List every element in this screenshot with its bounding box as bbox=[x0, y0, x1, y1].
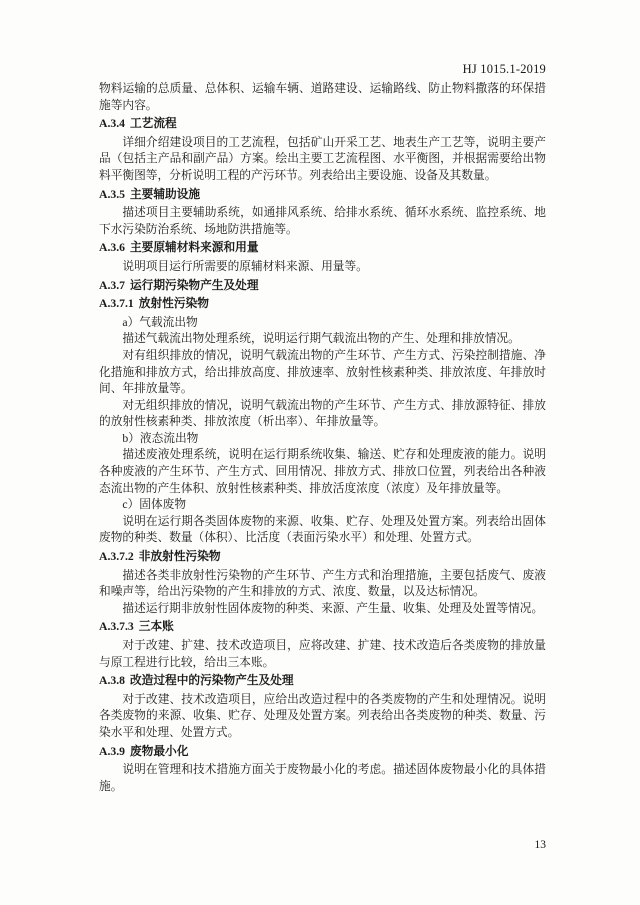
section-number: A.3.4 bbox=[99, 117, 125, 131]
paragraph: 对于改建、技术改造项目，应给出改造过程中的各类废物的产生和处理情况。说明各类废物的来源、收集、贮存、处理及处置方案。列表给出各类废物的种类、数量、污染水平和处理、处置方式。 bbox=[99, 692, 546, 739]
section-number: A.3.7.1 bbox=[99, 297, 134, 311]
section-title: 主要原辅材料来源和用量 bbox=[129, 241, 259, 255]
heading-a-3-6 bbox=[99, 240, 546, 257]
section-number: A.3.7.3 bbox=[99, 620, 134, 634]
section-number: A.3.9 bbox=[99, 744, 125, 758]
paragraph: 描述运行期非放射性固体废物的种类、来源、产生量、收集、处理及处置等情况。 bbox=[122, 601, 544, 615]
paragraph: 对有组织排放的情况，说明气载流出物的产生环节、产生方式、污染控制措施、净化措施和排放方式，给出排放高度、排放速率、放射性核素种类、排放浓度、年排放时间、年排放量等。 bbox=[99, 348, 546, 396]
heading-a-3-9 bbox=[99, 744, 546, 761]
section-title: 主要辅助设施 bbox=[129, 187, 201, 201]
heading-a-3-4 bbox=[99, 116, 546, 133]
section-number: A.3.5 bbox=[99, 187, 125, 201]
section-title: 废物最小化 bbox=[129, 744, 189, 758]
heading-a-3-5 bbox=[99, 187, 546, 204]
paragraph: 说明在管理和技术措施方面关于废物最小化的考虑。描述固体废物最小化的具体措施。 bbox=[99, 763, 546, 793]
heading-a-3-8 bbox=[99, 673, 546, 690]
paragraph: 对无组织排放的情况，说明气载流出物的产生环节、产生方式、排放源特征、排放的放射性核素种类、排放浓度（析出率）、年排放量等。 bbox=[99, 398, 546, 429]
paragraph-continuation: 物料运输的总质量、总体积、运输车辆、道路建设、运输路线、防止物料撒落的环保措施等内容。 bbox=[99, 82, 546, 112]
paragraph: 描述项目主要辅助系统，如通排风系统、给排水系统、循环水系统、监控系统、地下水污染防治系统、场地防洪措施等。 bbox=[99, 206, 546, 236]
section-number: A.3.7.2 bbox=[99, 550, 134, 564]
list-item-a: a）气载流出物 bbox=[122, 315, 198, 329]
paragraph: 详细介绍建设项目的工艺流程，包括矿山开采工艺、地表生产工艺等，说明主要产品（包括主产品和副产品）方案。绘出主要工艺流程图、水平衡图，并根据需要给出物料平衡图等，分析说明工程的产污环节。列表给出主要设施、设备及其数量。 bbox=[99, 135, 546, 182]
paragraph: 描述废液处理系统，说明在运行期系统收集、输送、贮存和处理废液的能力。说明各种废液的产生环节、产生方式、回用情况、排放方式、排放口位置，列表给出各种液态流出物的产生体积、放射性核素种类、排放活度浓度（浓度）及年排放量等。 bbox=[99, 448, 546, 495]
paragraph: 描述气载流出物处理系统，说明运行期气载流出物的产生、处理和排放情况。 bbox=[122, 332, 520, 346]
paragraph: 说明项目运行所需要的原辅材料来源、用量等。 bbox=[122, 259, 368, 273]
page-number: 13 bbox=[534, 839, 546, 851]
section-title: 改造过程中的污染物产生及处理 bbox=[129, 674, 294, 688]
section-title: 工艺流程 bbox=[129, 117, 177, 131]
section-title: 非放射性污染物 bbox=[138, 550, 221, 564]
paragraph: 描述各类非放射性污染物的产生环节、产生方式和治理措施，主要包括废气、废液和噪声等，给出污染物的产生和排放的方式、浓度、数量，以及达标情况。 bbox=[99, 568, 546, 599]
paragraph: 说明在运行期各类固体废物的来源、收集、贮存、处理及处置方案。列表给出固体废物的种类、数量（体积）、比活度（表面污染水平）和处理、处置方式。 bbox=[99, 514, 546, 545]
list-item-c: c）固体废物 bbox=[122, 498, 187, 512]
heading-a-3-7-3 bbox=[99, 619, 546, 636]
section-title: 运行期污染物产生及处理 bbox=[129, 278, 259, 292]
section-title: 三本账 bbox=[138, 620, 174, 634]
section-number: A.3.8 bbox=[99, 674, 125, 688]
document-body bbox=[99, 81, 546, 795]
heading-a-3-7 bbox=[99, 278, 546, 295]
list-item-b: b）液态流出物 bbox=[122, 431, 199, 445]
paragraph: 对于改建、扩建、技术改造项目，应将改建、扩建、技术改造后各类废物的排放量与原工程进行比较，给出三本账。 bbox=[99, 639, 546, 669]
section-title: 放射性污染物 bbox=[138, 297, 209, 311]
section-number: A.3.7 bbox=[99, 278, 125, 292]
heading-a-3-7-1 bbox=[99, 296, 546, 313]
heading-a-3-7-2 bbox=[99, 549, 546, 566]
document-standard-code: HJ 1015.1-2019 bbox=[462, 62, 546, 76]
section-number: A.3.6 bbox=[99, 241, 125, 255]
